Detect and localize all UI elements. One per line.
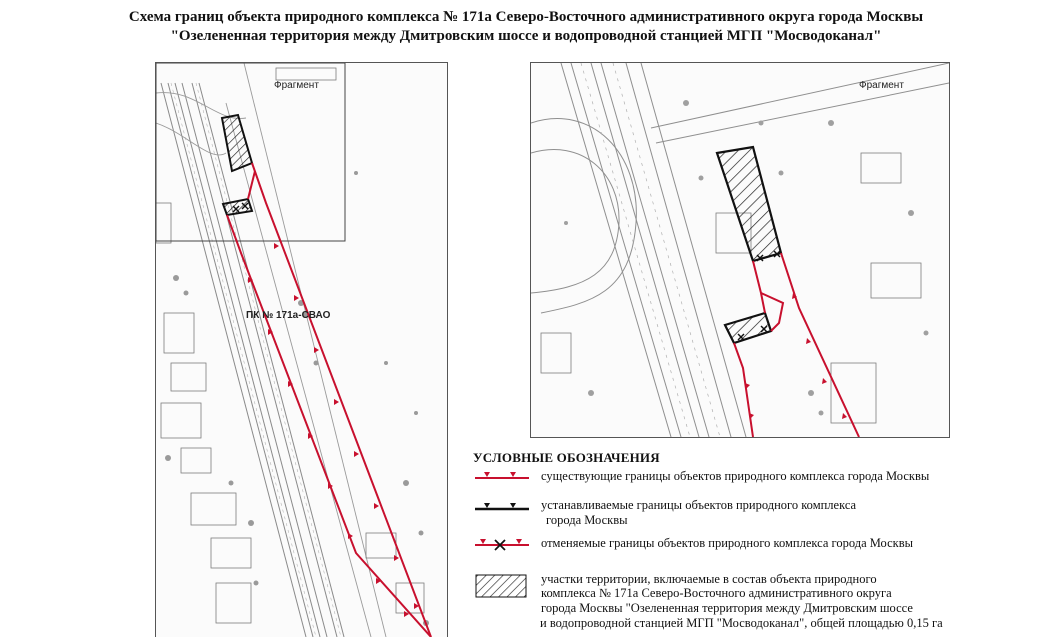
legend-text-area-2: комплекса № 171а Северо-Восточного административного округа (541, 586, 892, 600)
fragment-label: Фрагмент (859, 80, 904, 91)
legend-item-cancelled (472, 536, 1032, 554)
legend-title: УСЛОВНЫЕ ОБОЗНАЧЕНИЯ (473, 450, 660, 465)
fragment-included-area-1 (717, 147, 781, 261)
roads (531, 63, 949, 437)
rail-ties (581, 63, 720, 437)
map-title-line-2: "Озелененная территория между Дмитровским шоссе и водопроводной станцией МГП "Мосводоканал" (170, 28, 882, 44)
overview-map (155, 62, 448, 637)
overview-fragment-label: Фрагмент (274, 80, 319, 91)
included-area-symbol (472, 572, 532, 602)
overview-map-drawing (156, 63, 447, 637)
legend-text-cancelled: отменяемые границы объектов природного комплекса города Москвы (541, 536, 914, 550)
map-title-line-1: Схема границ объекта природного комплекса № 171а Северо-Восточного административного округа города Москвы (128, 9, 924, 25)
buildings (156, 68, 424, 623)
legend-item-new (472, 498, 1032, 530)
existing-boundary-symbol (472, 469, 532, 485)
legend-item-existing (472, 469, 1032, 485)
fragment-existing-boundary (734, 253, 859, 437)
legend-text-new-2: города Москвы (546, 513, 628, 527)
legend-text-area-4: и водопроводной станцией МГП "Мосводоканал", общей площадью 0,15 га (540, 616, 943, 630)
existing-boundary-east (252, 163, 431, 637)
cancelled-boundary-symbol (472, 536, 532, 554)
fragment-map (530, 62, 950, 438)
legend-text-new-1: устанавливаемые границы объектов природного комплекса (541, 498, 857, 512)
fragment-map-drawing (531, 63, 949, 437)
included-area-1 (222, 115, 252, 171)
fragment-tick-marks (745, 293, 847, 419)
new-boundary-symbol (472, 498, 532, 518)
object-label: ПК № 171а-СВАО (246, 310, 331, 321)
existing-boundary-link (248, 171, 255, 199)
legend-text-area-1: участки территории, включаемые в состав объекта природного (541, 572, 877, 586)
road-edges (156, 63, 386, 637)
legend-item-included-area (472, 572, 1047, 636)
legend-text-area-3: города Москвы "Озелененная территория между Дмитровским шоссе (541, 601, 913, 615)
boundary-tick-marks (248, 243, 419, 617)
legend-text-existing: существующие границы объектов природного комплекса города Москвы (541, 469, 930, 483)
